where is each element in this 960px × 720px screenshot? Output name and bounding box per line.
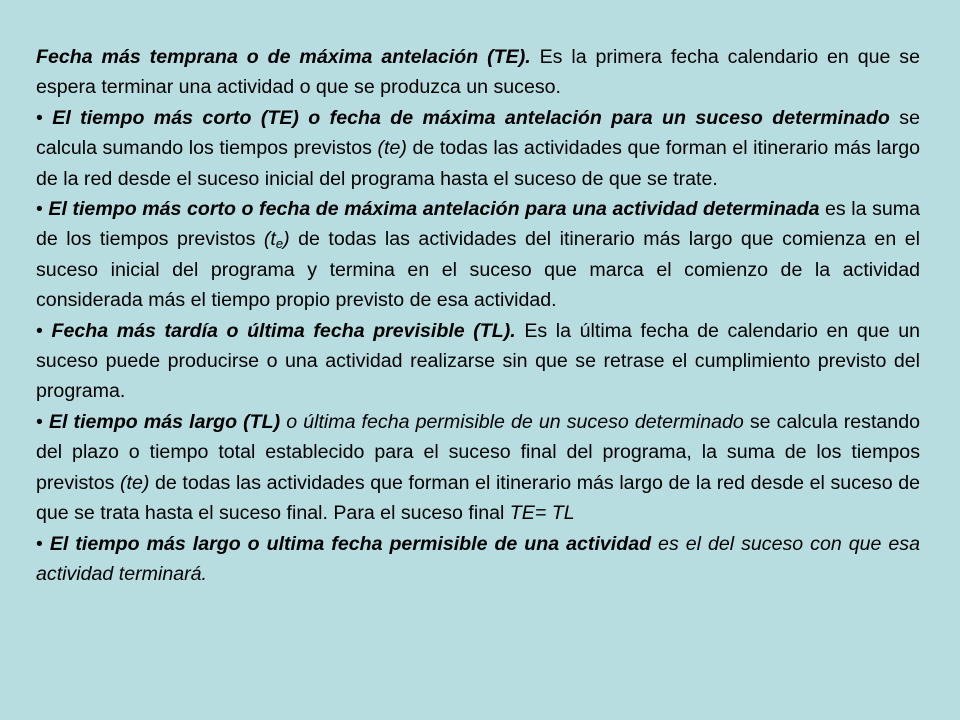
slide-body [36,42,920,589]
term-tl: Fecha más tardía o última fecha previsible (TL). [51,319,516,342]
bullet: • [36,532,50,555]
italic-formula: TE= TL [509,502,575,525]
body-text: se calcula restando del plazo o tiempo total establecido para el suceso final del programa, la suma de los tiempos previstos [36,410,920,494]
definition-text: Es la última fecha de calendario en que un suceso puede producirse o una actividad realizarse sin que se retrase el cumplimiento previsto del programa. [36,319,921,403]
bullet: • [36,106,53,129]
italic-text: o última fecha permisible de un suceso determinado [280,410,744,433]
subscript-e: e [275,236,284,252]
body-text: de todas las actividades que forman el itinerario más largo de la red desde el suceso inicial del programa hasta el suceso de que se trate. [36,137,921,190]
body-text: de todas las actividades del itinerario más largo que comienza en el suceso inicial del programa y termina en el suceso que marca el comienzo de la actividad considerada más el tiempo propio previsto de esa actividad. [36,228,920,312]
term-te-actividad: El tiempo más corto o fecha de máxima antelación para una actividad determinada [48,198,820,221]
paragraph-tl-suceso [36,407,920,529]
italic-open: (t [263,228,276,251]
paragraph-tl-actividad [36,529,920,590]
term-tl-actividad: El tiempo más largo o ultima fecha permisible de una actividad [49,532,652,555]
bullet: • [36,198,49,221]
italic-text: (te) [120,471,150,494]
definition-text: Es la primera fecha calendario en que se espera terminar una actividad o que se produzca un suceso. [36,46,921,99]
paragraph-te-actividad [36,194,920,316]
bullet: • [36,319,52,342]
term-te: Fecha más temprana o de máxima antelación (TE). [36,46,531,68]
paragraph-tl-definition [36,316,920,407]
italic-close: ) [283,228,290,251]
term-tl-suceso: El tiempo más largo (TL) [48,410,281,433]
body-text: se calcula sumando los tiempos previstos [36,106,920,160]
italic-text [264,228,290,250]
bullet: • [36,410,49,433]
body-text: es la suma de los tiempos previstos [36,198,920,251]
italic-text: es el del suceso con que esa actividad terminará. [36,532,921,585]
italic-text: (te) [377,137,407,160]
paragraph-te-definition [36,42,920,103]
body-text: de todas las actividades que forman el itinerario más largo de la red desde el suceso de que se trata hasta el suceso final. Para el suceso final [36,471,920,525]
paragraph-te-suceso [36,103,920,194]
term-te-suceso: El tiempo más corto (TE) o fecha de máxima antelación para un suceso determinado [52,106,890,129]
